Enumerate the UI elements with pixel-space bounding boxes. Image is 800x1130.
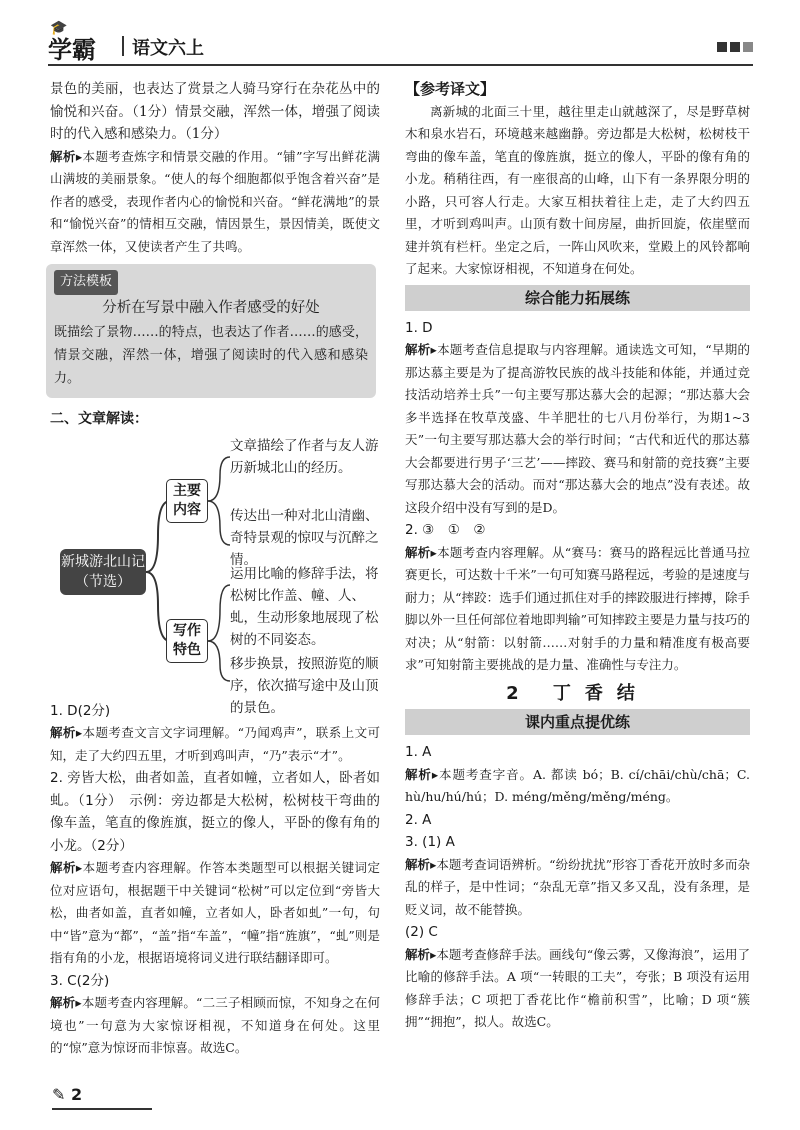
- section-heading: 二、文章解读：: [50, 411, 148, 427]
- analysis-block: [405, 944, 750, 1034]
- analysis-block: [405, 542, 750, 677]
- method-template-box: [46, 264, 376, 398]
- answer-number: 3. C(2分): [50, 972, 110, 989]
- analysis-tag: 解析▸: [50, 860, 83, 875]
- page-footer: [52, 1085, 82, 1104]
- analysis-tag: 解析▸: [405, 856, 437, 872]
- answer-intro: 景色的美丽，也表达了赏景之人骑马穿行在杂花丛中的愉悦和兴奋。（1分）情景交融，浑然一体，增强了阅读时的代入感和感染力。（1分）: [50, 81, 380, 142]
- analysis-text: 本题考查修辞手法。画线句“像云雾，又像海浪”，运用了比喻的修辞手法。A 项“一转眼的工夫”，夸张；B 项没有运用修辞手法；C 项把丁香花比作“檐前积雪”，比喻；D 项“簇拥”“拥抱”，拟人。故选C。: [405, 946, 750, 1029]
- analysis-text: 本题考查文言文字词理解。“乃闻鸡声”，联系上文可知，走了大约四五里，才听到鸡叫声，“乃”表示“才”。: [50, 725, 380, 763]
- mind-map-branch-features: 写作特色: [166, 619, 208, 663]
- pencil-icon: ✎: [52, 1085, 71, 1104]
- mind-map-leaf: 传达出一种对北山清幽、奇特景观的惊叹与沉醉之情。: [230, 507, 379, 568]
- analysis-block: [405, 854, 750, 922]
- mind-map-leaf: 移步换景，按照游览的顺序，依次描写途中及山顶的景色。: [230, 655, 379, 716]
- answer-number: 1. D(2分): [50, 702, 111, 719]
- analysis-text: 本题考查内容理解。“二三子相顾而惊，不知身之在何境也”一句意为大家惊讶相视，不知道身在何处。这里的“惊”意为惊讶而非惊喜。故选C。: [50, 995, 380, 1055]
- analysis-tag: 解析▸: [405, 946, 437, 962]
- analysis-tag: 解析▸: [50, 725, 83, 740]
- footer-divider: [52, 1108, 152, 1110]
- answer-number: (2) C: [405, 924, 438, 940]
- mind-map-center: 新城游北山记（节选）: [60, 549, 146, 595]
- analysis-text: 本题考查内容理解。作答本类题型可以根据关键词定位对应语句，根据题干中关键词“松树”可以定位到“旁皆大松，曲者如盖，直者如幢，立者如人，卧者如虬”一句，句中“皆”意为“都”，“盖”指“车盖”，“幢”指“旌旗”，“虬”则是指有角的小龙，根据语境将词义进行联结翻译即可。: [50, 860, 380, 965]
- analysis-tag: 解析▸: [405, 544, 437, 560]
- reference-title: 【参考译文】: [405, 80, 496, 98]
- analysis-text: 本题考查字音。A. 都读 bó；B. cí/chāi/chù/chā；C. hù/hu/hú/hú；D. méng/měng/měng/méng。: [405, 766, 750, 804]
- page-header: [48, 20, 753, 66]
- mind-map-leaf: 运用比喻的修辞手法，将松树比作盖、幢、人、虬，生动形象地展现了松树的不同姿态。: [230, 565, 379, 648]
- section-banner: 综合能力拓展练: [405, 285, 750, 311]
- analysis-text: 本题考查信息提取与内容理解。通读选文可知，“早期的那达慕主要是为了提高游牧民族的战斗技能和体能，并通过竞技活动培养士兵”一句主要写那达慕大会的起源；“那达慕大会多半选择在牧草茂盛、牛羊肥壮的七八月份举行，为期1~3天”一句主要写那达慕大会的举行时间；“古代和近代的那达慕大会都要进行男子‘三艺’——摔跤、赛马和射箭的竞技赛”主要写那达慕大会的活动。而对“那达慕大会的地点”没有表述。故这段介绍中没有写到的是D。: [405, 342, 750, 515]
- method-title: 分析在写景中融入作者感受的好处: [102, 299, 320, 316]
- method-badge: 方法模板: [54, 270, 118, 295]
- header-decoration: [717, 42, 753, 52]
- mind-map-leaf: 文章描绘了作者与友人游历新城北山的经历。: [230, 437, 379, 476]
- analysis-block: [405, 339, 750, 519]
- answer-number: 2. ③ ① ②: [405, 522, 486, 538]
- header-divider: [122, 36, 124, 56]
- answer-number: 2. A: [405, 811, 432, 828]
- analysis-block: [50, 146, 380, 259]
- analysis-tag: 解析▸: [50, 995, 82, 1010]
- right-column: [405, 78, 750, 1034]
- brand-name: 学霸: [48, 36, 96, 64]
- analysis-tag: 解析▸: [405, 342, 437, 357]
- analysis-block: [50, 857, 380, 970]
- subject-title: 语文六上: [132, 38, 204, 59]
- analysis-block: [50, 722, 380, 767]
- analysis-tag: 解析▸: [50, 148, 83, 164]
- answer-number: 1. A: [405, 744, 432, 760]
- analysis-tag: 解析▸: [405, 766, 439, 782]
- method-text: 既描绘了景物……的特点，也表达了作者……的感受，情景交融，浑然一体，增强了阅读时的代入感和感染力。: [54, 325, 368, 386]
- section-banner: 课内重点提优练: [405, 709, 750, 735]
- lesson-title: 2 丁香结: [506, 682, 649, 704]
- reference-text: 离新城的北面三十里，越往里走山就越深了，尽是野草树木和泉水岩石，环境越来越幽静。旁边都是大松树，松树枝干弯曲的像车盖，笔直的像旌旗，挺立的像人，平卧的像有角的小龙。稍稍往西，有一座很高的山峰，山下有一条界限分明的小路，只可容人行走。大家互相扶着往上走，走了大约四五里，才听到鸡叫声。山顶有数十间房屋，曲折回旋，依崖壁而建并筑有栏杆。坐定之后，一阵山风吹来，堂殿上的风铃都响了起来。大家惊讶相视，不知道身在何处。: [405, 103, 750, 276]
- answer-number: 2. 旁皆大松，曲者如盖，直者如幢，立者如人，卧者如虬。（1分） 示例：旁边都是大松树，松树枝干弯曲的像车盖，笔直的像旌旗，挺立的像人，平卧的像有角的小龙。（2分）: [50, 770, 380, 854]
- analysis-text: 本题考查炼字和情景交融的作用。“铺”字写出鲜花满山满坡的美丽景象。“使人的每个细胞都似乎饱含着兴奋”是作者的感受，表现作者内心的愉悦和兴奋。“鲜花满地”的景和“愉悦兴奋”的情相互交融，情因景生，景因情美，既使文章浑然一体，又使读者产生了共鸣。: [50, 148, 380, 254]
- page-number: 2: [70, 1085, 83, 1104]
- answer-number: 3. (1) A: [405, 834, 455, 850]
- analysis-text: 本题考查词语辨析。“纷纷扰扰”形容丁香花开放时多而杂乱的样子，是中性词；“杂乱无章”指又多又乱，没有条理，是贬义词，故不能替换。: [405, 856, 750, 917]
- analysis-block: [50, 992, 380, 1060]
- left-column: [50, 78, 380, 1060]
- answer-number: 1. D: [405, 319, 433, 336]
- analysis-block: [405, 764, 750, 809]
- analysis-text: 本题考查内容理解。从“赛马：赛马的路程远比普通马拉赛更长，可达数十千米”一句可知赛马路程远，考验的是速度与耐力；从“摔跤：选手们通过抓住对手的摔跤服进行摔搏，除手脚以外一旦任何部位着地即判输”可知摔跤主要是力量与技巧的对决；从“射箭：以射箭……对射手的力量和精准度有极高要求”可知射箭主要挑战的是力量、准确性与专注力。: [405, 544, 750, 672]
- mind-map-branch-content: 主要内容: [166, 479, 208, 523]
- brand-logo: [48, 20, 96, 65]
- graduation-cap-icon: 🎓: [50, 20, 68, 36]
